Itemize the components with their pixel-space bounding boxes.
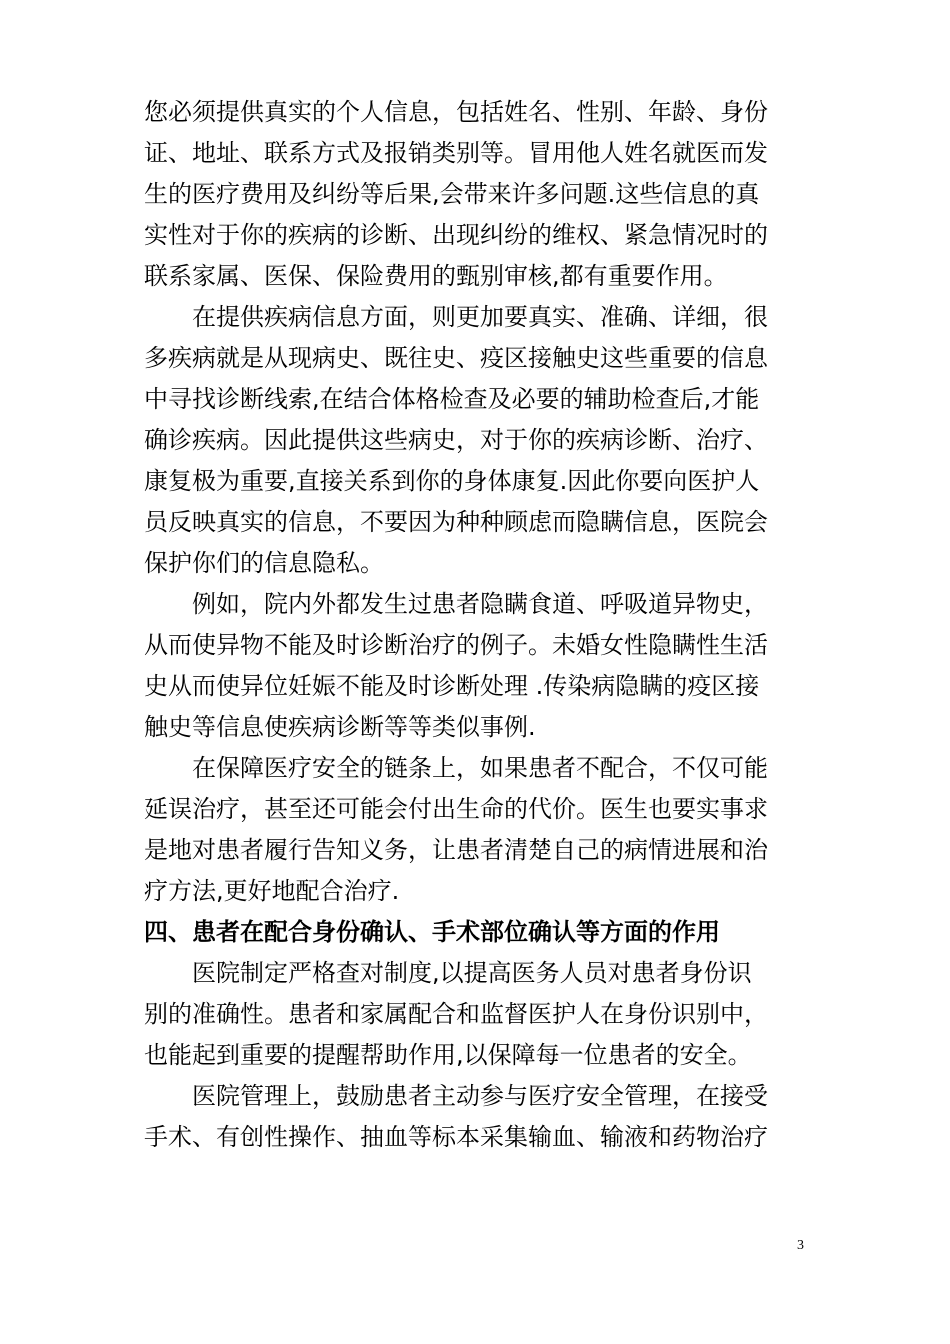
page-number: 3 (797, 1238, 804, 1253)
text-line: 确诊疾病。因此提供这些病史，对于你的疾病诊断、治疗、 (144, 426, 768, 454)
text-line: 延误治疗，甚至还可能会付出生命的代价。医生也要实事求 (144, 795, 768, 823)
text-line: 医院制定严格查对制度,以提高医务人员对患者身份识 (192, 959, 752, 987)
text-line: 触史等信息使疾病诊断等等类似事例. (144, 713, 536, 741)
text-line: 实性对于你的疾病的诊断、出现纠纷的维权、紧急情况时的 (144, 221, 768, 249)
text-line: 在保障医疗安全的链条上，如果患者不配合，不仅可能 (192, 754, 768, 782)
text-line: 别的准确性。患者和家属配合和监督医护人在身份识别中， (144, 1000, 768, 1028)
document-body (144, 92, 814, 1158)
text-line: 康复极为重要,直接关系到你的身体康复.因此你要向医护人 (144, 467, 760, 495)
section-heading: 四、患者在配合身份确认、手术部位确认等方面的作用 (144, 918, 720, 946)
text-line: 手术、有创性操作、抽血等标本采集输血、输液和药物治疗 (144, 1123, 768, 1151)
text-line: 中寻找诊断线索,在结合体格检查及必要的辅助检查后,才能 (144, 385, 760, 413)
text-line: 员反映真实的信息，不要因为种种顾虑而隐瞒信息，医院会 (144, 508, 768, 536)
text-line: 例如，院内外都发生过患者隐瞒食道、呼吸道异物史， (192, 590, 768, 618)
text-line: 也能起到重要的提醒帮助作用,以保障每一位患者的安全。 (144, 1041, 752, 1069)
text-line: 史从而使异位妊娠不能及时诊断处理 .传染病隐瞒的疫区接 (144, 672, 760, 700)
text-line: 联系家属、医保、保险费用的甄别审核,都有重要作用。 (144, 262, 728, 290)
text-line: 在提供疾病信息方面，则更加要真实、准确、详细，很 (192, 303, 768, 331)
text-line: 保护你们的信息隐私。 (144, 549, 384, 577)
text-line: 医院管理上，鼓励患者主动参与医疗安全管理，在接受 (192, 1082, 768, 1110)
text-line: 生的医疗费用及纠纷等后果,会带来许多问题.这些信息的真 (144, 180, 760, 208)
text-line: 从而使异物不能及时诊断治疗的例子。未婚女性隐瞒性生活 (144, 631, 768, 659)
text-line: 证、地址、联系方式及报销类别等。冒用他人姓名就医而发 (144, 139, 768, 167)
text-line: 疗方法,更好地配合治疗. (144, 877, 400, 905)
text-line: 多疾病就是从现病史、既往史、疫区接触史这些重要的信息 (144, 344, 768, 372)
text-line: 是地对患者履行告知义务，让患者清楚自己的病情进展和治 (144, 836, 768, 864)
text-line: 您必须提供真实的个人信息，包括姓名、性别、年龄、身份 (144, 98, 768, 126)
